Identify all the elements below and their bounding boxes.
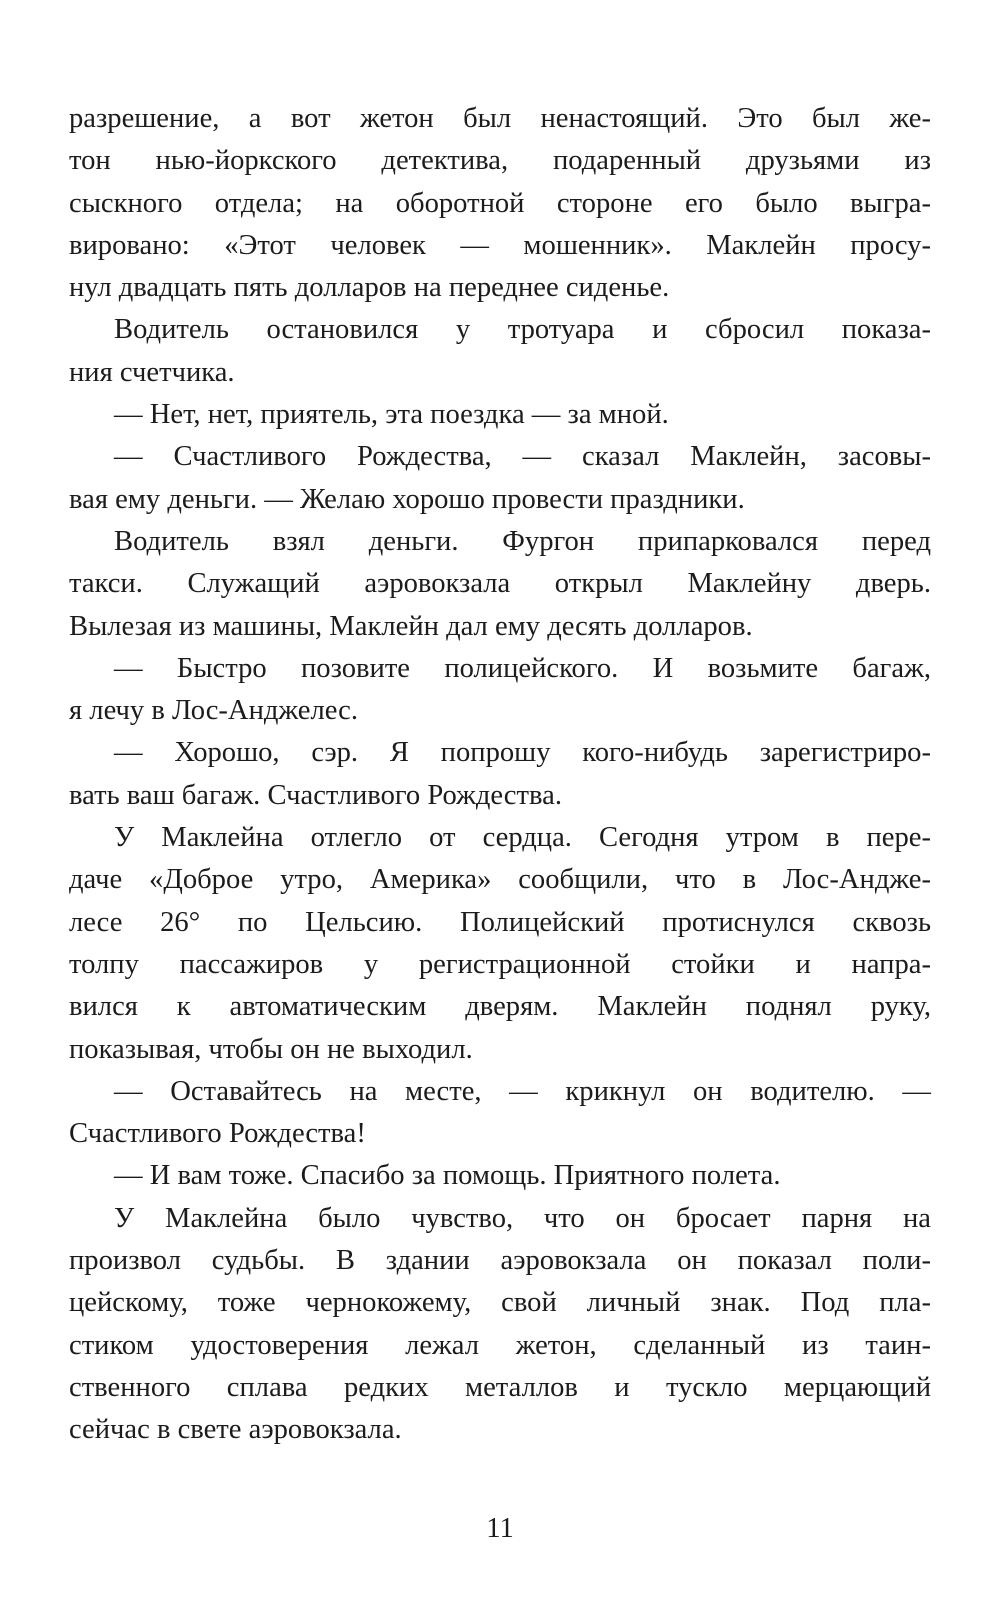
text-line: ния счетчика. [69, 356, 235, 388]
page-number: 11 [486, 1513, 514, 1544]
text-line: произвол судьбы. В здании аэровокзала он показал поли- [69, 1245, 931, 1277]
text-line: стиком удостоверения лежал жетон, сделанный из таин- [69, 1329, 931, 1361]
text-line: такси. Служащий аэровокзала открыл Маклейну дверь. [69, 568, 931, 600]
text-line: — Оставайтесь на месте, — крикнул он водителю. — [114, 1075, 931, 1107]
text-line: сейчас в свете аэровокзала. [69, 1414, 402, 1446]
text-line: разрешение, а вот жетон был ненастоящий. Это был же- [69, 103, 931, 134]
text-line: ственного сплава редких металлов и тускло мерцающий [69, 1371, 931, 1403]
text-line: Вылезая из машины, Маклейн дал ему десять долларов. [69, 610, 753, 642]
text-line: У Маклейна было чувство, что он бросает парня на [114, 1202, 931, 1234]
text-line: — Быстро позовите полицейского. И возьмите багаж, [114, 652, 931, 684]
text-line: — И вам тоже. Спасибо за помощь. Приятного полета. [114, 1160, 781, 1192]
text-line: вился к автоматическим дверям. Маклейн поднял руку, [69, 991, 931, 1023]
text-line: вать ваш багаж. Счастливого Рождества. [69, 779, 562, 811]
text-line: тон нью-йоркского детектива, подаренный друзьями из [69, 145, 931, 177]
text-line: вая ему деньги. — Желаю хорошо провести праздники. [69, 483, 745, 515]
text-line: — Хорошо, сэр. Я попрошу кого-нибудь зарегистриро- [114, 737, 931, 769]
text-line: — Счастливого Рождества, — сказал Маклейн, засовы- [114, 441, 931, 473]
text-line: Водитель взял деньги. Фургон припарковался перед [114, 525, 931, 557]
text-line: сыскного отдела; на оборотной стороне его было выгра- [69, 187, 931, 219]
text-line: даче «Доброе утро, Америка» сообщили, что в Лос-Андже- [69, 864, 931, 896]
text-line: У Маклейна отлегло от сердца. Сегодня утром в пере- [114, 822, 931, 854]
text-line: я лечу в Лос-Анджелес. [69, 695, 359, 727]
text-line: вировано: «Этот человек — мошенник». Маклейн просу- [69, 229, 931, 261]
text-line: лесе 26° по Цельсию. Полицейский протиснулся сквозь [69, 906, 931, 938]
text-line: Водитель остановился у тротуара и сбросил показа- [114, 314, 931, 346]
page-body-text [69, 98, 931, 1452]
text-line: Счастливого Рождества! [69, 1118, 366, 1150]
text-line: нул двадцать пять долларов на переднее сиденье. [69, 272, 670, 304]
text-line: цейскому, тоже чернокожему, свой личный знак. Под пла- [69, 1287, 931, 1319]
text-line: показывая, чтобы он не выходил. [69, 1033, 473, 1065]
text-line: толпу пассажиров у регистрационной стойки и напра- [69, 948, 931, 980]
text-line: — Нет, нет, приятель, эта поездка — за мной. [114, 399, 669, 431]
